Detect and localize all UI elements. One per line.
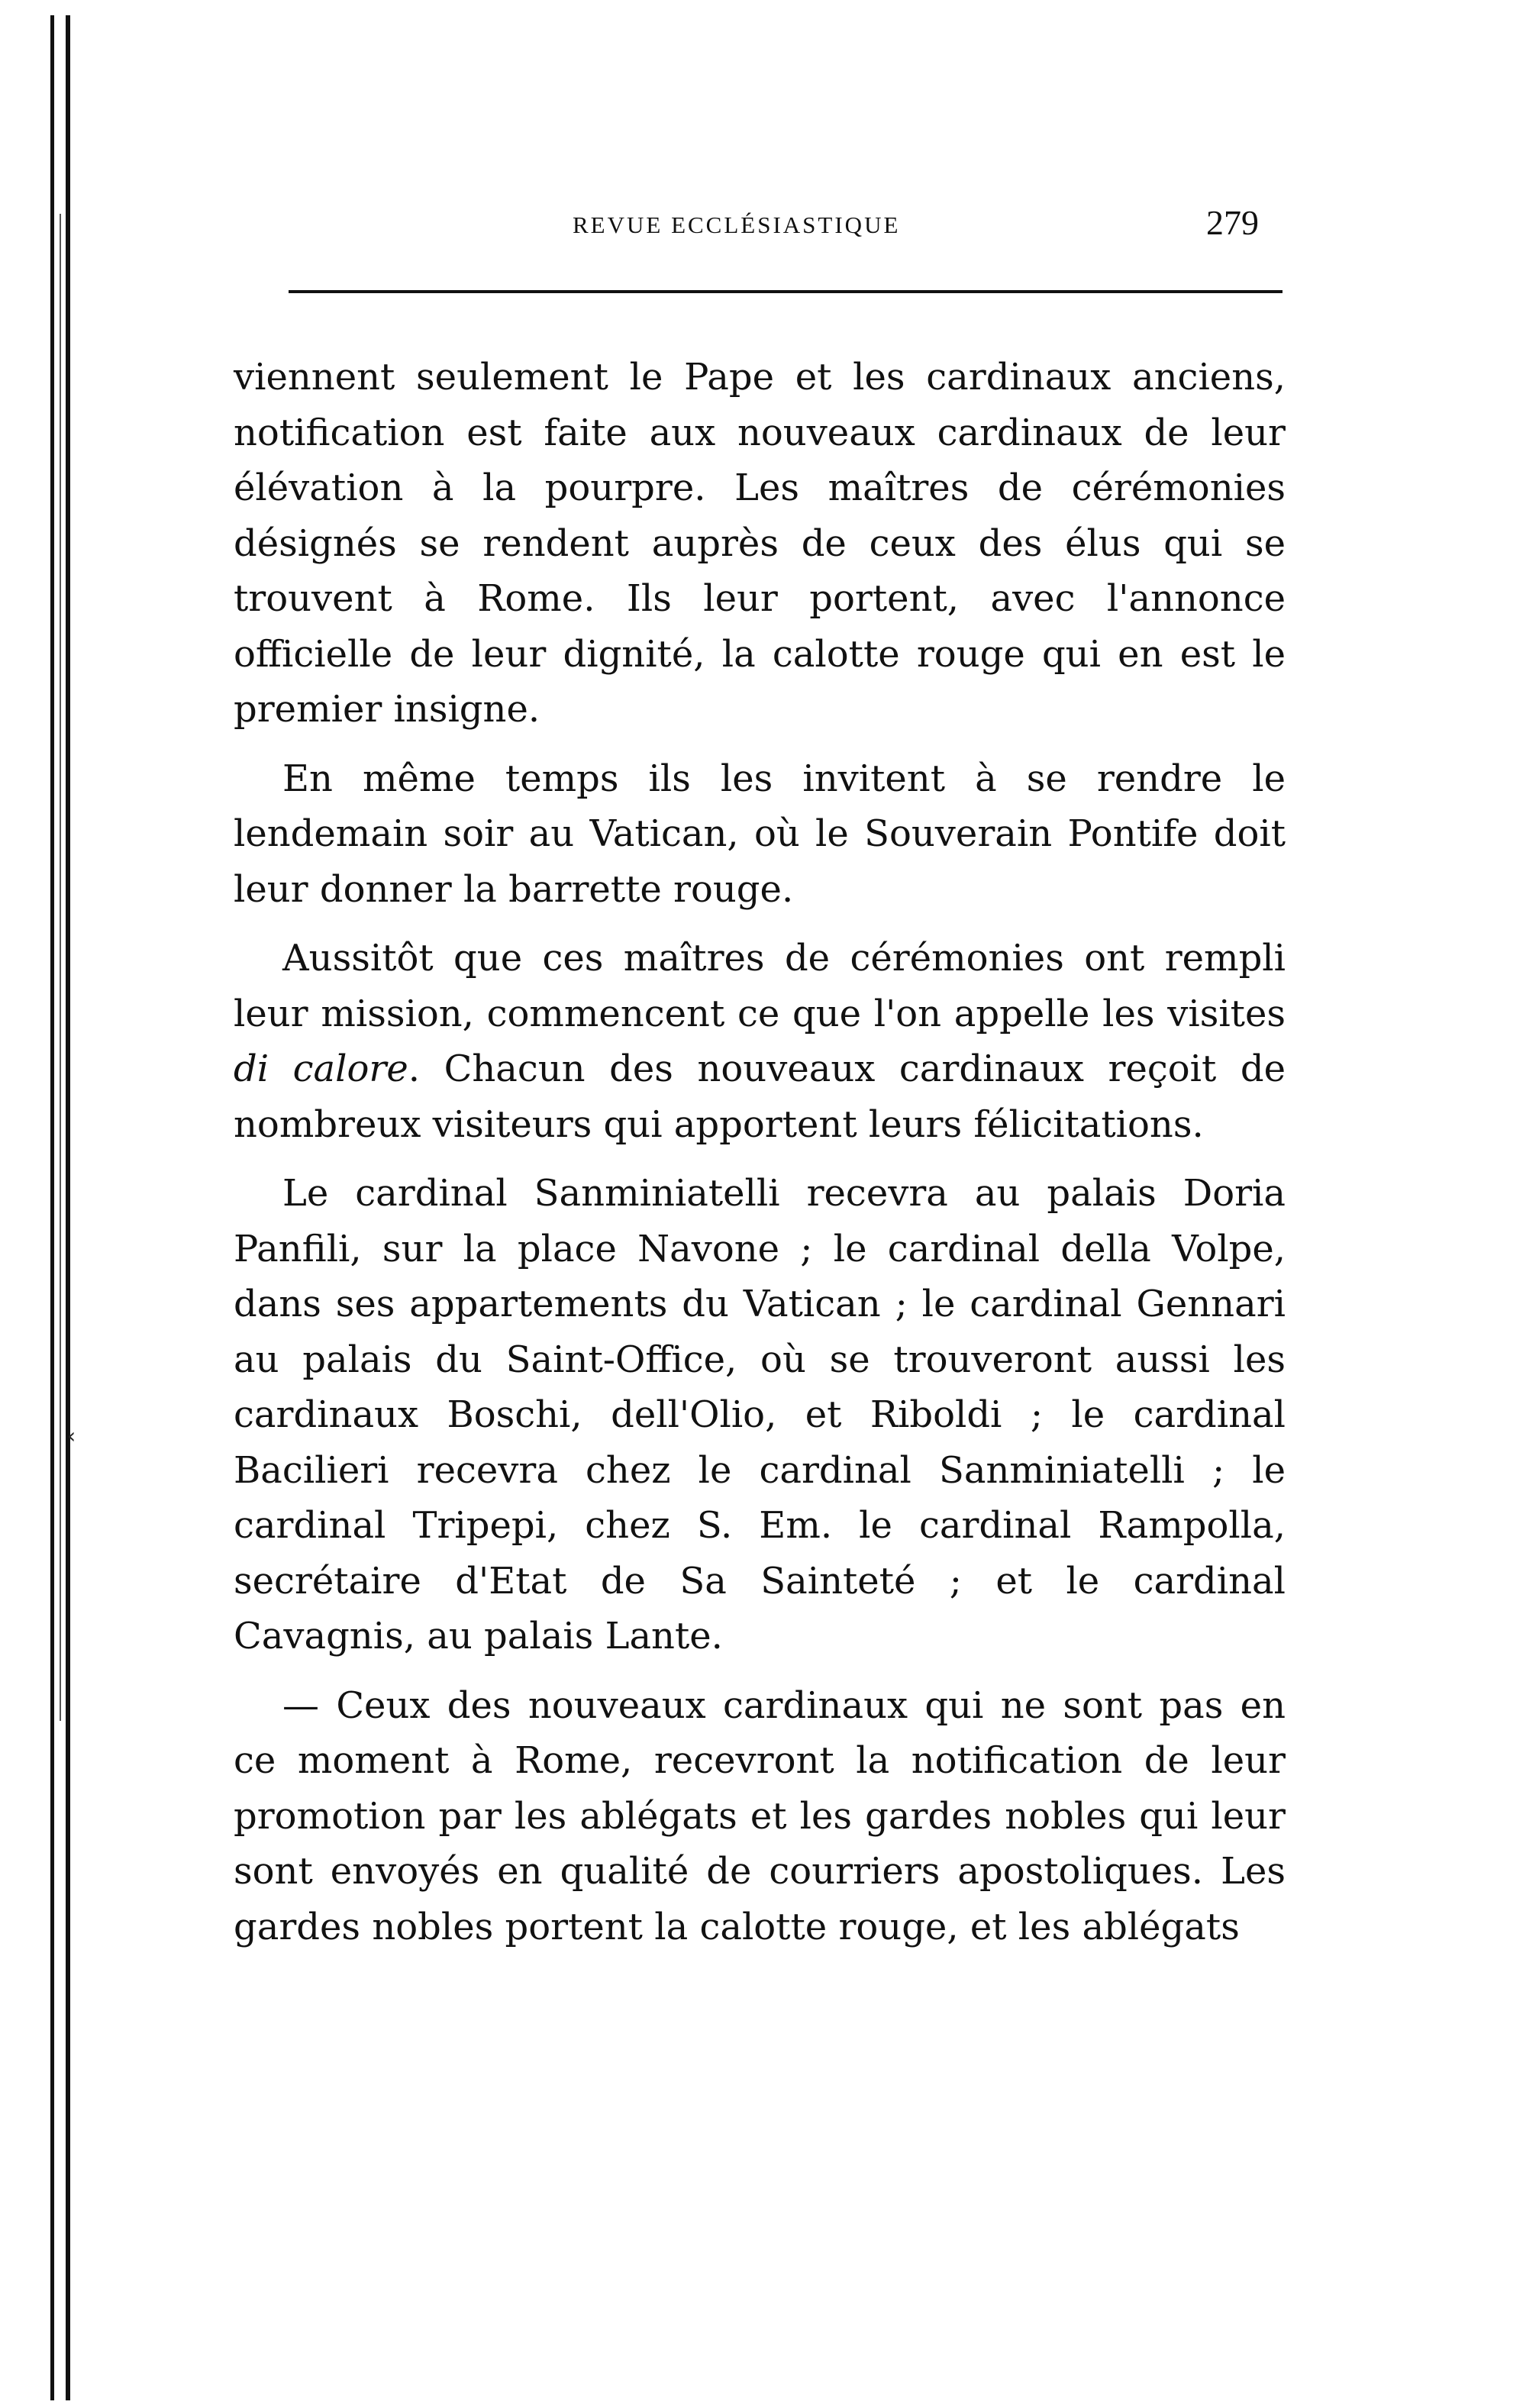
paragraph: — Ceux des nouveaux cardinaux qui ne sont pas en ce moment à Rome, recevront la notification de leur promotion par les ablégats et les gardes nobles qui leur sont envoyés en qualité de courriers apostoliques. Les gardes nobles portent la calotte rouge, et les ablégats [234,1683,1286,1948]
paragraph-text: Aussitôt que ces maîtres de cérémonies ont rempli leur mission, commencent ce que l'on appelle les visites [234,937,1286,1035]
page-header [290,202,1282,256]
binding-edge-line [50,15,54,2400]
binding-edge-line [66,15,70,2400]
paragraph-continuation: viennent seulement le Pape et les cardinaux anciens, notification est faite aux nouveaux cardinaux de leur élévation à la pourpre. Les maîtres de cérémonies désignés se rendent auprès de ceux des élus qui se trouvent à Rome. Ils leur portent, avec l'annonce officielle de leur dignité, la calotte rouge qui en est le premier insigne. [234,356,1286,731]
header-rule [289,290,1282,293]
paragraph [234,931,1286,1152]
running-title: REVUE ECCLÉSIASTIQUE [573,211,901,238]
margin-mark-icon: ‹ [67,1423,76,1448]
text-body [234,350,1286,1954]
paragraph: Le cardinal Sanminiatelli recevra au palais Doria Panfili, sur la place Navone ; le cardinal della Volpe, dans ses appartements du Vatican ; le cardinal Gennari au palais du Saint-Office, où se trouveront aussi les cardinaux Boschi, dell'Olio, et Riboldi ; le cardinal Bacilieri recevra chez le cardinal Sanminiatelli ; le cardinal Tripepi, chez S. Em. le cardinal Rampolla, secrétaire d'Etat de Sa Sainteté ; et le cardinal Cavagnis, au palais Lante. [234,1172,1286,1658]
paragraph: En même temps ils les invitent à se rendre le lendemain soir au Vatican, où le Souverain Pontife doit leur donner la barrette rouge. [234,757,1286,911]
page-number: 279 [1206,203,1259,242]
paragraph-text: . Chacun des nouveaux cardinaux reçoit de nombreux visiteurs qui apportent leurs félicitations. [234,1047,1286,1146]
italic-phrase: di calore [234,1047,408,1090]
binding-edge-line [60,214,61,1721]
